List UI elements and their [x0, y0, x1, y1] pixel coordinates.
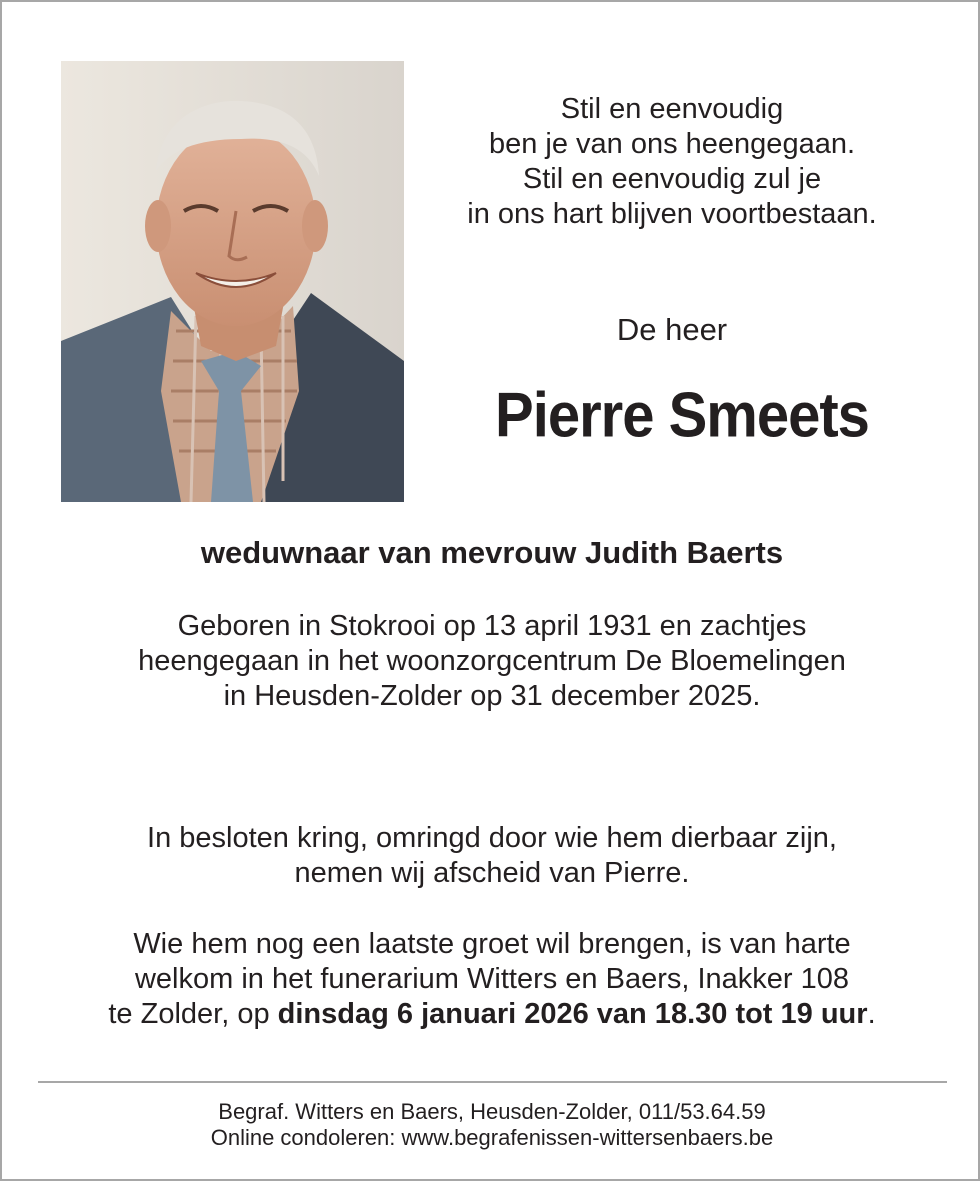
visit-prefix: te Zolder, op — [108, 998, 278, 1030]
visit-line-date — [2, 997, 980, 1032]
info-line: Geboren in Stokrooi op 13 april 1931 en zachtjes — [177, 610, 807, 642]
poem-line: Stil en eenvoudig — [560, 93, 784, 125]
visit-line: Wie hem nog een laatste groet wil brengen, is van harte — [133, 928, 851, 960]
visit-date-time: dinsdag 6 januari 2026 van 18.30 tot 19 uur — [277, 998, 868, 1030]
visit-suffix: . — [867, 998, 876, 1030]
farewell-line: nemen wij afscheid van Pierre. — [294, 857, 690, 889]
title-prefix: De heer — [616, 312, 728, 347]
online-condolence-link[interactable]: Online condoleren: www.begrafenissen-wittersenbaers.be — [210, 1125, 774, 1150]
info-line: in Heusden-Zolder op 31 december 2025. — [223, 680, 761, 712]
portrait-photo — [61, 61, 404, 502]
farewell-line: In besloten kring, omringd door wie hem dierbaar zijn, — [147, 822, 837, 854]
funeral-home-contact: Begraf. Witters en Baers, Heusden-Zolder, 011/53.64.59 — [218, 1099, 766, 1124]
poem-line: in ons hart blijven voortbestaan. — [467, 198, 877, 230]
info-line: heengegaan in het woonzorgcentrum De Bloemelingen — [138, 645, 846, 677]
visitation-info — [2, 927, 980, 1032]
divider — [38, 1081, 947, 1083]
poem — [442, 92, 902, 232]
deceased-name: Pierre Smeets — [495, 380, 869, 451]
footer — [2, 1099, 980, 1151]
visit-line: welkom in het funerarium Witters en Baers, Inakker 108 — [134, 963, 850, 995]
widower-line: weduwnaar van mevrouw Judith Baerts — [200, 535, 784, 570]
poem-line: ben je van ons heengegaan. — [488, 128, 856, 160]
birth-death-info — [2, 609, 980, 714]
poem-line: Stil en eenvoudig zul je — [522, 163, 822, 195]
farewell-text — [2, 821, 980, 891]
